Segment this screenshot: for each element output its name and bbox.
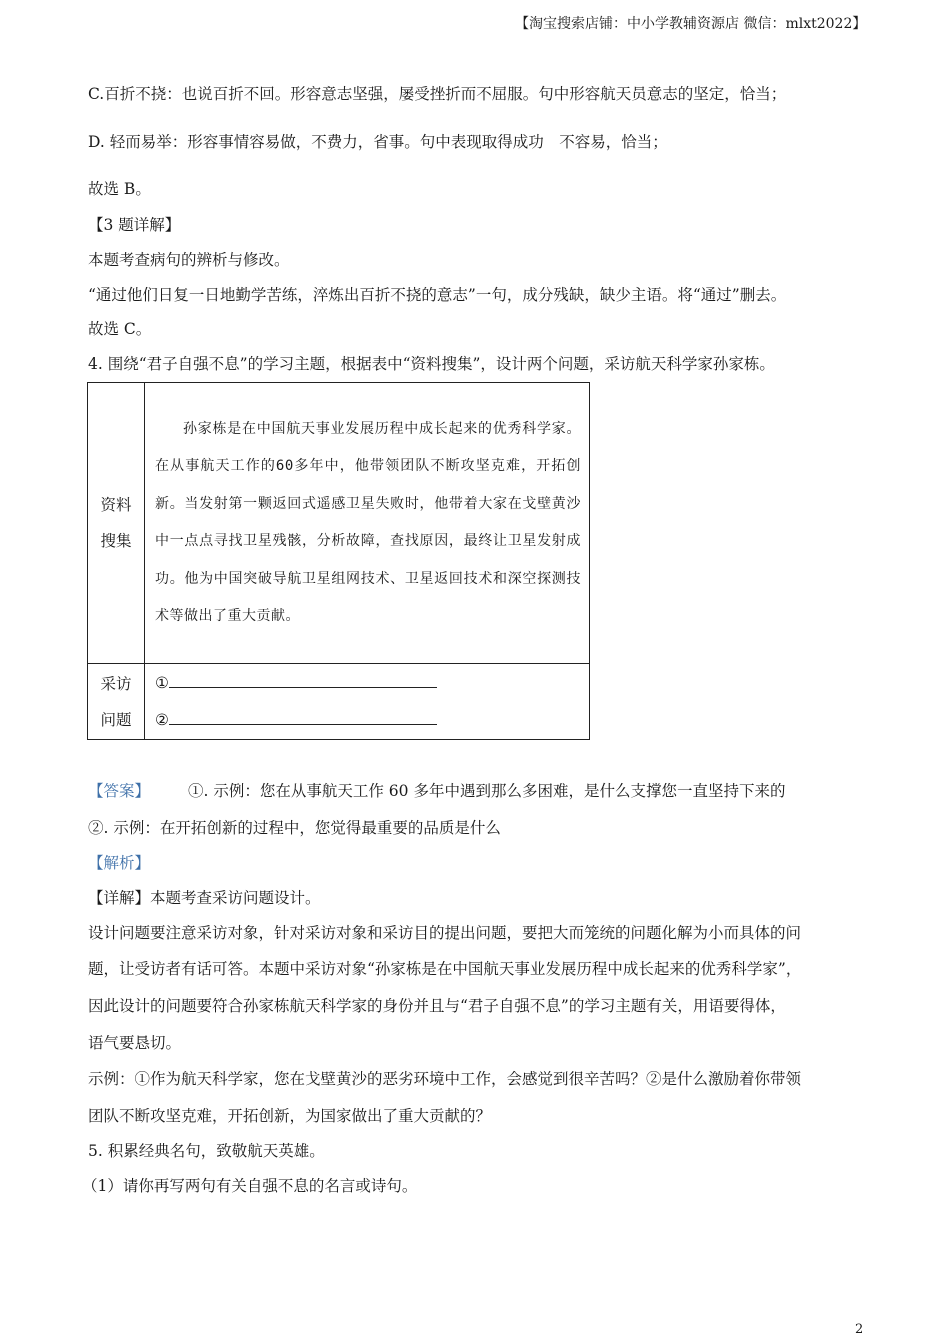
- page-number: 2: [855, 1322, 864, 1337]
- analysis-detail-heading: 【详解】本题考查采访问题设计。: [88, 889, 321, 907]
- option-c-explanation: C.百折不挠：也说百折不回。形容意志坚强，屡受挫折而不屈服。句中形容航天员意志的坚定，恰当；: [88, 85, 787, 103]
- answer-choice-b: 故选 B。: [88, 180, 151, 198]
- question-label-line1: 采访: [100, 674, 132, 693]
- question-2-blank[interactable]: [169, 710, 437, 725]
- question-2-mark: ②: [155, 710, 169, 729]
- example-line1: 示例：①作为航天科学家，您在戈壁黄沙的恶劣环境中工作，会感觉到很辛苦吗？②是什么激励着你带领: [88, 1070, 802, 1088]
- material-label: [88, 383, 145, 664]
- q3-explanation: “通过他们日复一日地勤学苦练，淬炼出百折不挠的意志”一句，成分残缺，缺少主语。将“通过”删去。: [88, 286, 787, 304]
- q3-detail-heading: 【3 题详解】: [88, 216, 181, 234]
- questions-row: [88, 664, 590, 740]
- answer-2: ②. 示例：在开拓创新的过程中，您觉得最重要的品质是什么: [88, 819, 501, 837]
- example-line2: 团队不断攻坚克难，开拓创新，为国家做出了重大贡献的？: [88, 1107, 492, 1125]
- analysis-paragraph-line2: 题，让受访者有话可答。本题中采访对象“孙家栋是在中国航天事业发展历程中成长起来的优秀科学家”，: [88, 960, 802, 978]
- interview-table: [87, 382, 590, 740]
- material-row: [88, 383, 590, 664]
- q3-intro: 本题考查病句的辨析与修改。: [88, 251, 290, 269]
- analysis-tag: 【解析】: [88, 854, 151, 872]
- material-label-line1: 资料: [100, 496, 132, 514]
- material-label-line2: 搜集: [100, 532, 132, 550]
- q4-prompt: 4. 围绕“君子自强不息”的学习主题，根据表中“资料搜集”，设计两个问题，采访航天科学家孙家栋。: [88, 355, 775, 373]
- answer-1: ①. 示例：您在从事航天工作 60 多年中遇到那么多困难，是什么支撑您一直坚持下来的: [188, 782, 786, 800]
- question-1-mark: ①: [155, 673, 169, 692]
- question-label: [88, 664, 145, 740]
- option-d-explanation: D. 轻而易举：形容事情容易做，不费力，省事。句中表现取得成功 不容易，恰当；: [88, 133, 668, 151]
- page-header: 【淘宝搜索店铺：中小学教辅资源店 微信：mlxt2022】: [515, 16, 867, 32]
- question-1-blank[interactable]: [169, 673, 437, 688]
- answer-choice-c: 故选 C。: [88, 320, 152, 338]
- question-blanks: [145, 664, 590, 740]
- analysis-paragraph-line1: 设计问题要注意采访对象，针对采访对象和采访目的提出问题，要把大而笼统的问题化解为小而具体的问: [88, 924, 802, 942]
- question-1: [155, 665, 589, 702]
- q5-title: 5. 积累经典名句，致敬航天英雄。: [88, 1142, 325, 1160]
- analysis-paragraph-line3: 因此设计的问题要符合孙家栋航天科学家的身份并且与“君子自强不息”的学习主题有关，用语要得体，: [88, 997, 786, 1015]
- analysis-paragraph-line4: 语气要恳切。: [88, 1034, 182, 1052]
- answer-row-1: [88, 779, 785, 801]
- answer-tag: 【答案】: [88, 782, 151, 800]
- q5-sub1: （1）请你再写两句有关自强不息的名言或诗句。: [82, 1177, 418, 1195]
- material-text: 孙家栋是在中国航天事业发展历程中成长起来的优秀科学家。在从事航天工作的60多年中，他带领团队不断攻坚克难，开拓创新。当发射第一颗返回式遥感卫星失败时，他带着大家在戈壁黄沙中一点点寻找卫星残骸，分析故障，查找原因，最终让卫星发射成功。他为中国突破导航卫星组网技术、卫星返回技术和深空探测技术等做出了重大贡献。: [145, 383, 590, 664]
- question-label-line2: 问题: [100, 710, 132, 729]
- question-2: [155, 702, 589, 739]
